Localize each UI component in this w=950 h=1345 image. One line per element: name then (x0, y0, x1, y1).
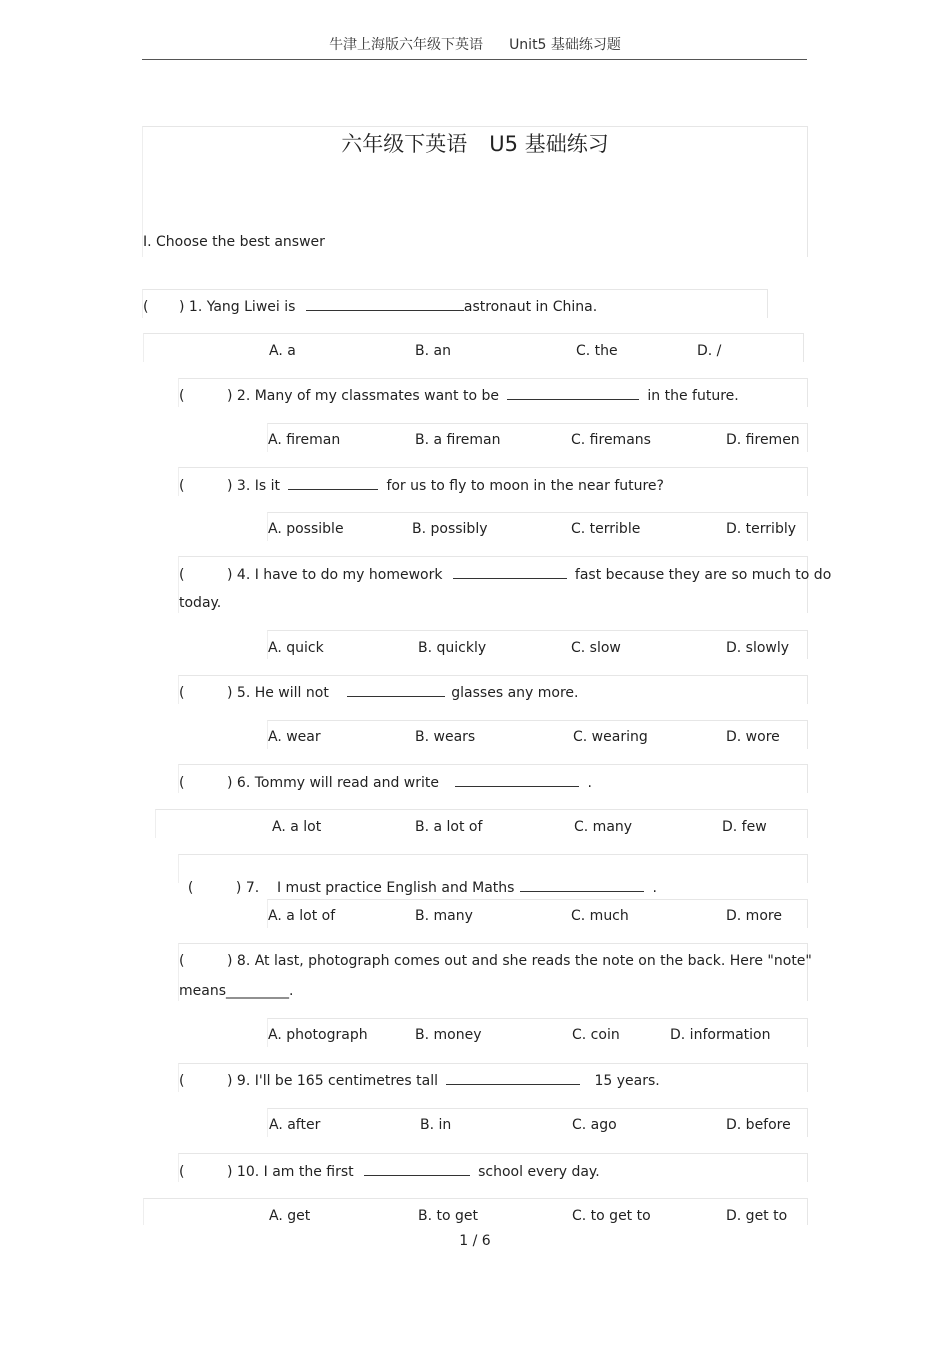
option-c[interactable]: C. firemans (571, 432, 651, 448)
question-text: ) 7. I must practice English and Maths (235, 880, 515, 896)
question-text-after: school every day. (478, 1164, 600, 1180)
question-text: ) 9. I'll be 165 centimetres tall (227, 1073, 439, 1089)
option-a[interactable]: A. a (269, 343, 296, 359)
option-d[interactable]: D. more (726, 908, 782, 924)
option-a[interactable]: A. fireman (268, 432, 341, 448)
answer-blank[interactable] (507, 387, 639, 400)
option-a[interactable]: A. after (269, 1117, 321, 1133)
option-a[interactable]: A. possible (268, 521, 344, 537)
option-b[interactable]: B. a lot of (415, 819, 483, 835)
answer-blank[interactable] (288, 477, 378, 490)
question-text-after: in the future. (647, 388, 739, 404)
header-rule (142, 59, 807, 60)
page-title (0, 128, 950, 158)
question-10: ( ) 10. I am the first school every day. (179, 1164, 600, 1180)
option-b[interactable]: B. to get (418, 1208, 478, 1224)
title-part1: 六年级下英语 (341, 132, 468, 156)
option-b[interactable]: B. many (415, 908, 473, 924)
option-c[interactable]: C. slow (571, 640, 621, 656)
option-c[interactable]: C. wearing (573, 729, 648, 745)
option-a[interactable]: A. quick (268, 640, 324, 656)
question-9: ( ) 9. I'll be 165 centimetres tall 15 years. (179, 1073, 660, 1089)
option-c[interactable]: C. the (576, 343, 618, 359)
question-text-after: for us to fly to moon in the near future? (386, 478, 664, 494)
question-text-after: 15 years. (594, 1073, 660, 1089)
answer-blank[interactable] (520, 879, 644, 892)
option-c[interactable]: C. many (574, 819, 633, 835)
answer-blank[interactable] (347, 684, 445, 697)
option-b[interactable]: B. possibly (412, 521, 488, 537)
option-d[interactable]: D. few (722, 819, 767, 835)
option-a[interactable]: A. photograph (268, 1027, 368, 1043)
answer-blank[interactable] (306, 298, 464, 311)
question-text-after: . (652, 880, 657, 896)
option-d[interactable]: D. information (670, 1027, 771, 1043)
question-5: ( ) 5. He will not glasses any more. (179, 685, 579, 701)
question-text: ) 5. He will not (227, 685, 329, 701)
question-text-after: fast because they are so much to do (574, 567, 832, 583)
section-heading: I. Choose the best answer (143, 234, 325, 250)
option-c[interactable]: C. coin (572, 1027, 620, 1043)
option-b[interactable]: B. quickly (418, 640, 487, 656)
option-a[interactable]: A. a lot of (268, 908, 336, 924)
question-text: ) 6. Tommy will read and write (227, 775, 440, 791)
question-6: ( ) 6. Tommy will read and write . (179, 775, 592, 791)
option-b[interactable]: B. wears (415, 729, 476, 745)
title-part2: U5 基础练习 (489, 132, 609, 156)
option-d[interactable]: D. before (726, 1117, 791, 1133)
answer-blank[interactable] (453, 566, 567, 579)
question-1: ( ) 1. Yang Liwei is astronaut in China. (143, 299, 598, 315)
option-a[interactable]: A. a lot (272, 819, 322, 835)
option-b[interactable]: B. money (415, 1027, 482, 1043)
page-header (0, 34, 950, 54)
option-d[interactable]: D. terribly (726, 521, 796, 537)
question-text: ) 10. I am the first (227, 1164, 354, 1180)
question-text: ) 4. I have to do my homework (227, 567, 443, 583)
question-text: ) 1. Yang Liwei is (179, 299, 296, 315)
option-c[interactable]: C. terrible (571, 521, 641, 537)
question-4: ( ) 4. I have to do my homework fast because they are so much to do (179, 567, 832, 583)
question-4-line2: today. (179, 595, 222, 611)
header-right: Unit5 基础练习题 (509, 37, 621, 53)
question-3: ( ) 3. Is it for us to fly to moon in the near future? (179, 478, 664, 494)
answer-blank[interactable] (446, 1072, 580, 1085)
answer-blank[interactable] (364, 1163, 470, 1176)
question-text: ) 2. Many of my classmates want to be (227, 388, 499, 404)
option-b[interactable]: B. a fireman (415, 432, 501, 448)
question-text-after: astronaut in China. (463, 299, 598, 315)
question-8-line2: means_________. (179, 983, 294, 999)
option-c[interactable]: C. to get to (572, 1208, 651, 1224)
answer-blank[interactable] (455, 774, 579, 787)
question-text: ) 3. Is it (227, 478, 280, 494)
option-d[interactable]: D. / (697, 343, 722, 359)
header-left: 牛津上海版六年级下英语 (329, 37, 484, 53)
option-a[interactable]: A. get (269, 1208, 311, 1224)
option-b[interactable]: B. in (420, 1117, 452, 1133)
question-8: ( ) 8. At last, photograph comes out and she reads the note on the back. Here "note" (179, 953, 812, 969)
page-number: 1 / 6 (459, 1233, 491, 1249)
option-b[interactable]: B. an (415, 343, 451, 359)
question-2: ( ) 2. Many of my classmates want to be in the future. (179, 388, 739, 404)
question-7: ( ) 7. I must practice English and Maths . (187, 880, 657, 896)
question-text-after: glasses any more. (451, 685, 579, 701)
question-text: ) 8. At last, photograph comes out and she reads the note on the back. Here "note" (227, 953, 812, 969)
q4-frame (178, 556, 808, 613)
option-d[interactable]: D. firemen (726, 432, 800, 448)
option-c[interactable]: C. much (571, 908, 629, 924)
option-d[interactable]: D. get to (726, 1208, 788, 1224)
option-c[interactable]: C. ago (572, 1117, 617, 1133)
option-d[interactable]: D. slowly (726, 640, 790, 656)
question-text-after: . (587, 775, 592, 791)
option-a[interactable]: A. wear (268, 729, 321, 745)
option-d[interactable]: D. wore (726, 729, 780, 745)
